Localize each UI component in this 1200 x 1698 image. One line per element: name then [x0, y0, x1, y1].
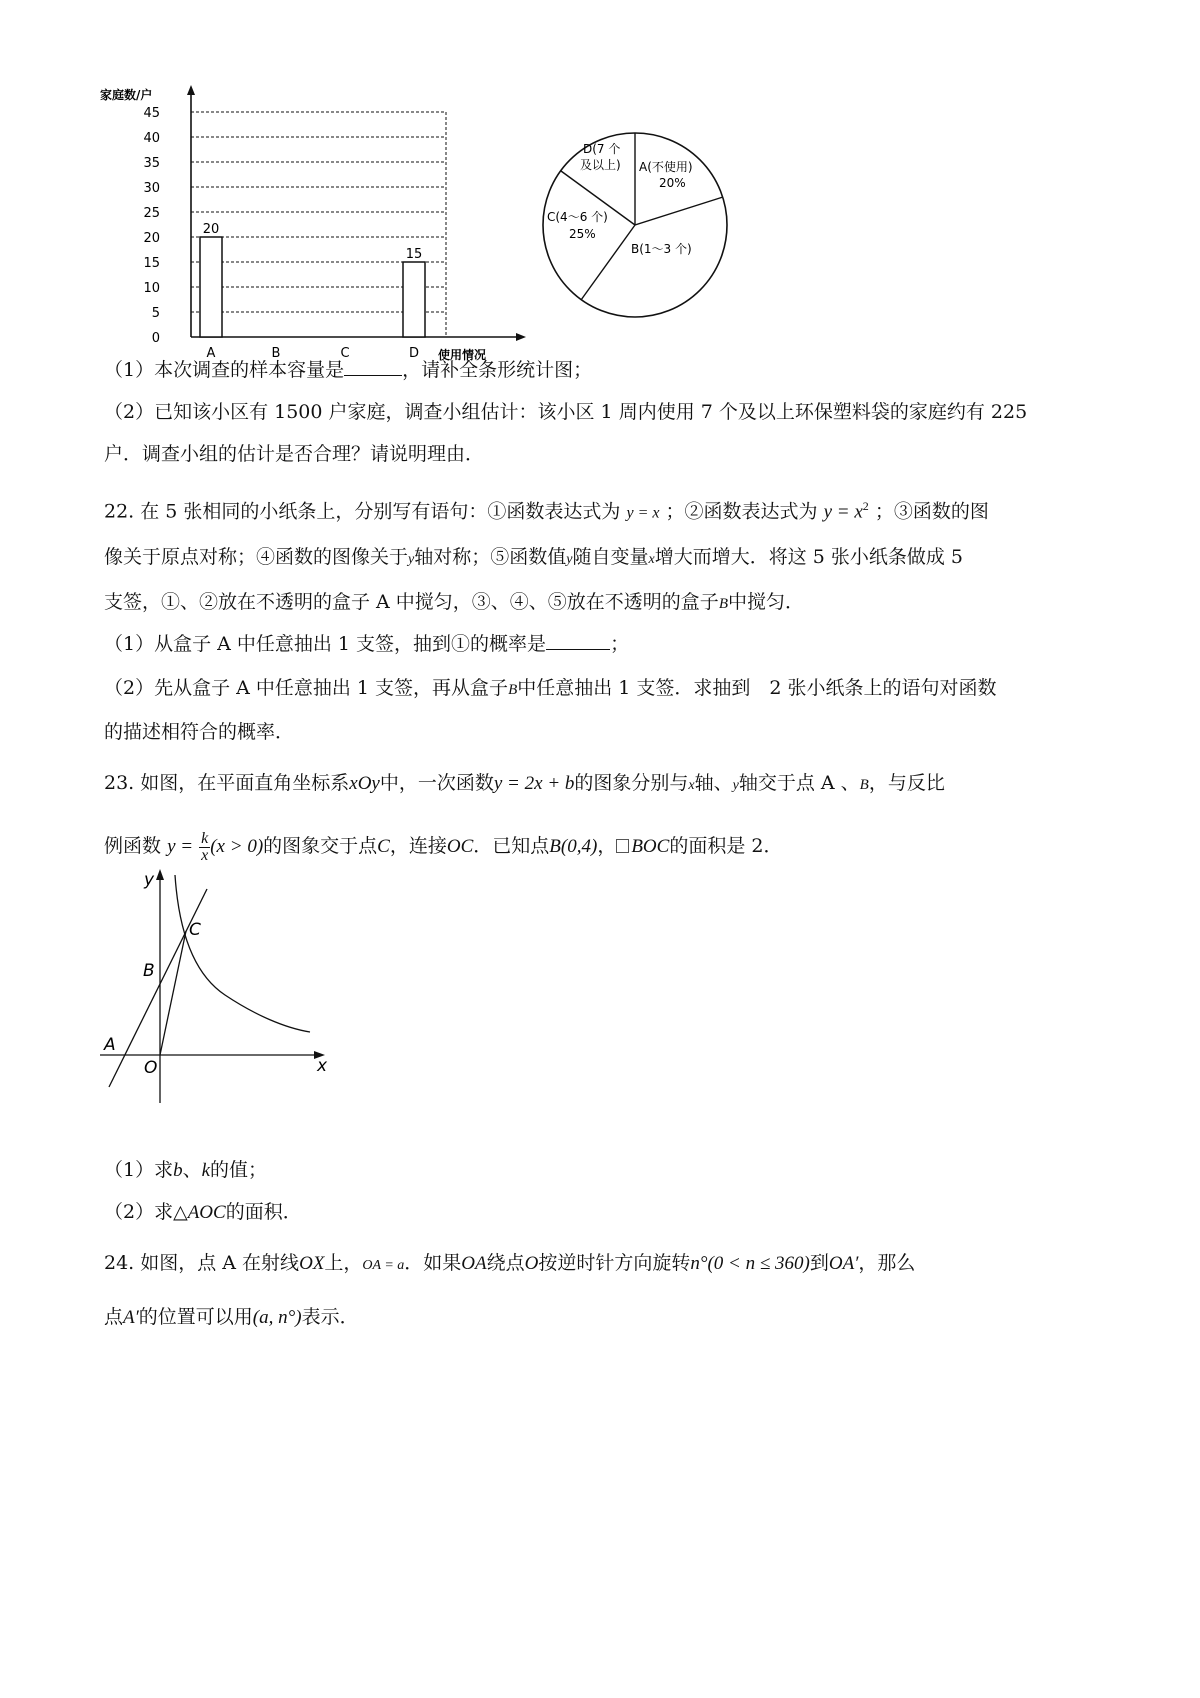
x-tick-label: C	[340, 346, 350, 361]
q22-part2-line2: 的描述相符合的概率．	[104, 721, 295, 743]
pie-label-a1: A(不使用)	[639, 160, 693, 174]
pie-chart	[535, 125, 735, 325]
y-tick-label: 10	[143, 281, 160, 296]
q21-part2-line2: 户．调查小组的估计是否合理？请说明理由．	[104, 443, 485, 465]
q23-line2: 例函数 y = $\frac{k}{x}$ (x > 0)的图象交于点C，连接OC．已知点B(0,4)， BOC的面积是 2．	[104, 829, 783, 864]
bar	[403, 262, 425, 337]
pie-label-c1: C(4～6 个)	[547, 210, 608, 224]
y-tick-label: 35	[143, 156, 160, 171]
y-tick-label: 40	[143, 131, 160, 146]
bar-chart	[100, 85, 560, 375]
bar	[200, 237, 222, 337]
pie-label-d2: 及以上)	[580, 158, 621, 172]
q21-part1: （1）本次调查的样本容量是 ，请补全条形统计图；	[104, 359, 593, 381]
fig-label-x: x	[317, 1056, 328, 1076]
fig-label-c: C	[189, 920, 201, 940]
fig-label-y: y	[144, 870, 155, 890]
x-tick-label: A	[206, 346, 216, 361]
triangle-symbol-placeholder	[616, 839, 629, 853]
pie-label-c2: 25%	[569, 227, 596, 241]
bar-value-label: 20	[202, 222, 220, 237]
fig-label-b: B	[143, 961, 155, 981]
fraction-k-over-x: $\frac{k}{x}$	[201, 829, 209, 864]
pie-label-d1: D(7 个	[583, 142, 621, 156]
y-tick-label: 45	[143, 106, 160, 121]
y-tick-label: 30	[143, 181, 160, 196]
fig-label-a: A	[104, 1035, 116, 1055]
q23-part2: （2）求△AOC的面积．	[104, 1201, 302, 1223]
q23-line1: 23. 如图，在平面直角坐标系xOy中，一次函数y = 2x + b的图象分别与x轴、y轴交于点 A 、B，与反比	[104, 772, 945, 794]
answer-blank[interactable]	[546, 635, 610, 650]
x-axis-label: 使用情况	[438, 348, 487, 362]
y-tick-label: 20	[143, 231, 160, 246]
x-tick-label: B	[271, 346, 281, 361]
y-tick-label: 0	[151, 331, 160, 346]
q24-line2: 点A′的位置可以用(a, n°)表示．	[104, 1306, 359, 1328]
q22-line1: 22. 在 5 张相同的小纸条上，分别写有语句：①函数表达式为 y = x ；②函数表达式为 $y = x^2$ ；③函数的图	[104, 499, 989, 523]
q23-part1: （1）求b、k的值；	[104, 1159, 268, 1181]
fig-label-o: O	[144, 1058, 158, 1078]
pie-label-a2: 20%	[659, 176, 686, 190]
q22-line2: 像关于原点对称；④函数的图像关于y轴对称；⑤函数值y随自变量x增大而增大．将这 5 张小纸条做成 5	[104, 546, 963, 568]
pie-label-b1: B(1～3 个)	[631, 242, 692, 256]
y-tick-label: 15	[143, 256, 160, 271]
q22-line3: 支签，①、②放在不透明的盒子 A 中搅匀，③、④、⑤放在不透明的盒子B中搅匀．	[104, 591, 804, 613]
q24-line1: 24. 如图，点 A 在射线OX上，OA = a．如果OA绕点O按逆时针方向旋转n°(0 < n ≤ 360)到OA′，那么	[104, 1252, 916, 1274]
x-tick-label: D	[408, 346, 420, 361]
y-tick-label: 5	[151, 306, 160, 321]
q23-figure	[95, 865, 345, 1105]
q22-part1: （1）从盒子 A 中任意抽出 1 支签，抽到①的概率是 ；	[104, 633, 630, 655]
answer-blank[interactable]	[344, 361, 402, 376]
y-axis-label: 家庭数/户	[100, 88, 153, 102]
q21-part2-line1: （2）已知该小区有 1500 户家庭，调查小组估计：该小区 1 周内使用 7 个及以上环保塑料袋的家庭约有 225	[104, 401, 1028, 423]
bar-value-label: 15	[405, 247, 423, 262]
y-tick-label: 25	[143, 206, 160, 221]
q22-part2-line1: （2）先从盒子 A 中任意抽出 1 支签，再从盒子B中任意抽出 1 支签．求抽到 2 张小纸条上的语句对函数	[104, 677, 997, 699]
